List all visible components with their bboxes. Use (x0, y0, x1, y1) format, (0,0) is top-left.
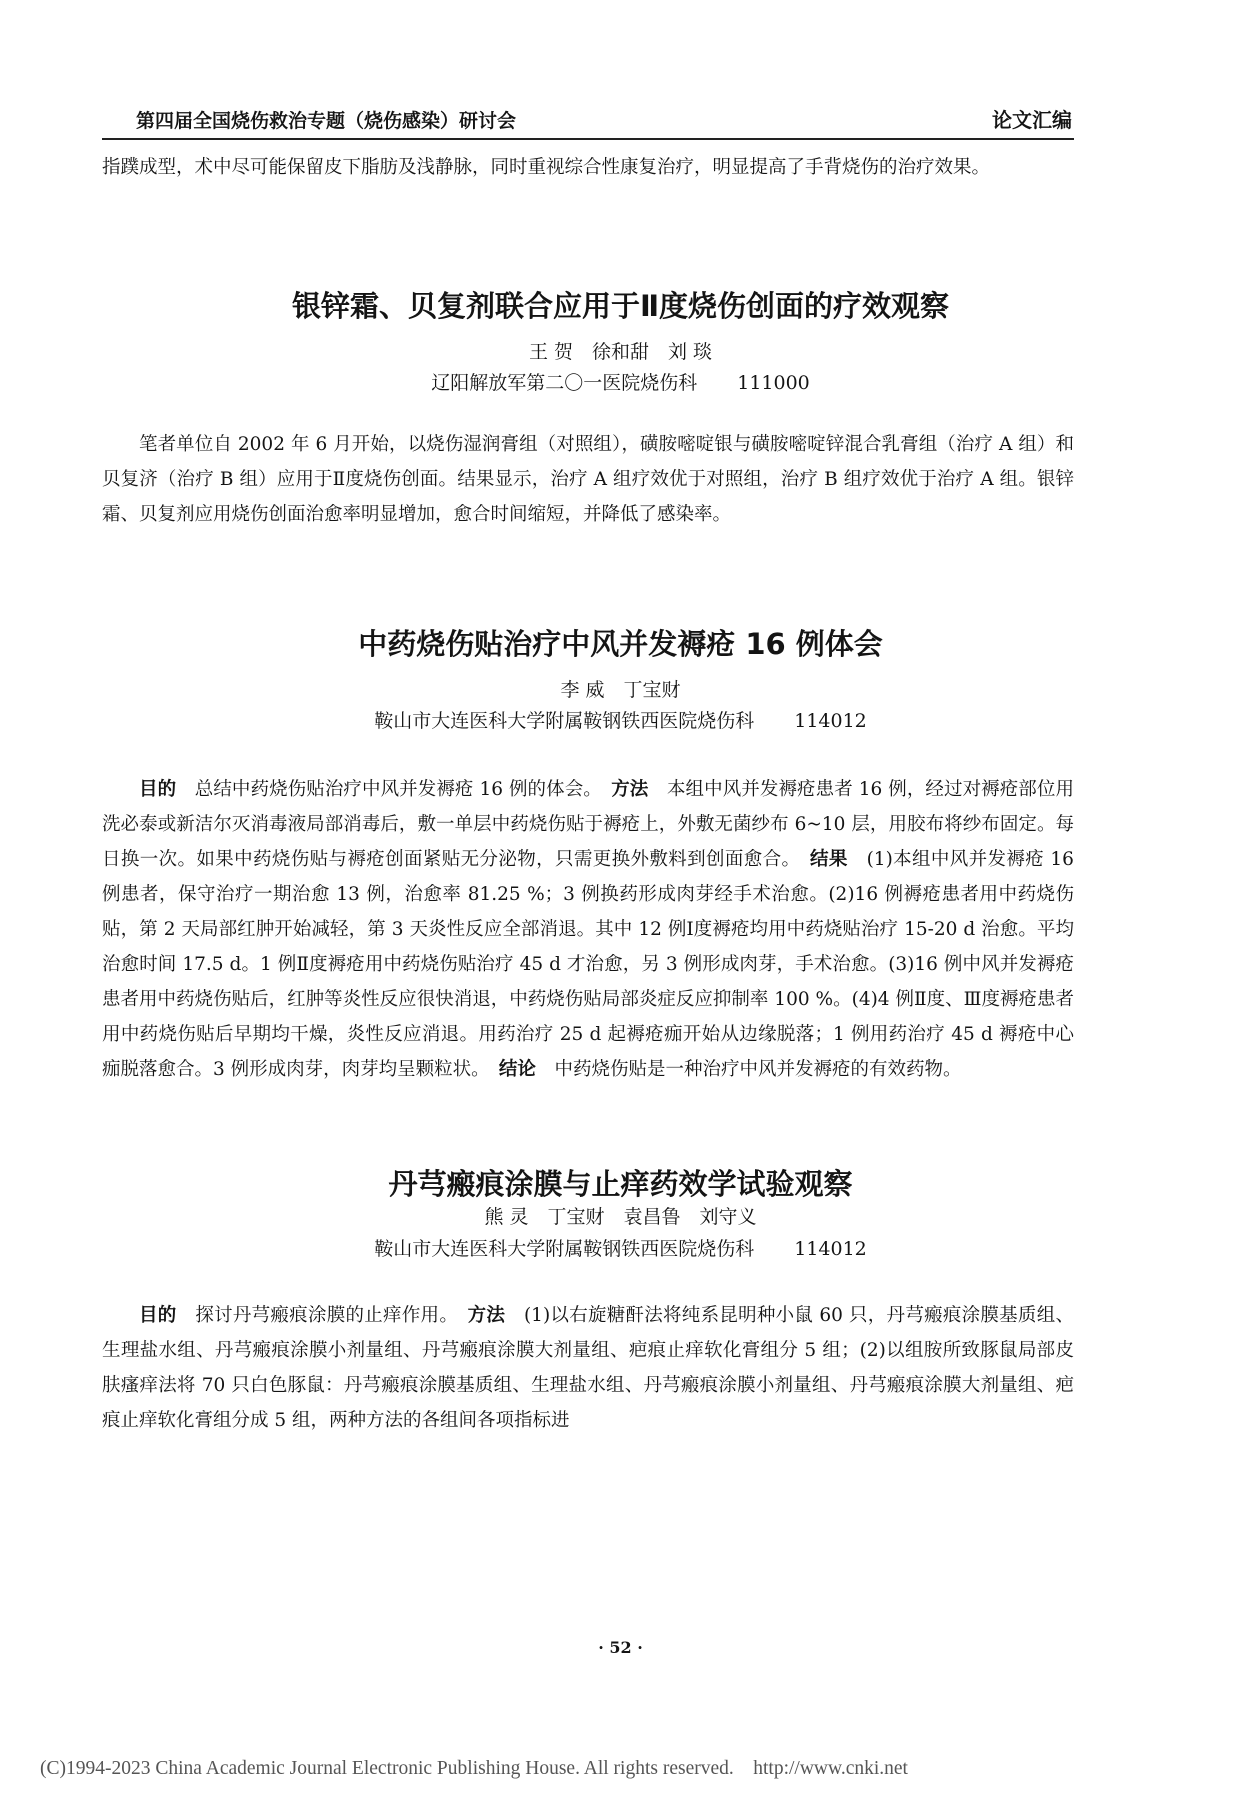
article2-affiliation (0, 706, 1241, 733)
article3-method: (1)以右旋糖酐法将纯系昆明种小鼠 60 只，丹芎瘢痕涂膜基质组、生理盐水组、丹芎瘢痕涂膜小剂量组、丹芎瘢痕涂膜大剂量组、疤痕止痒软化膏组分 5 组；(2)以组胺所致豚鼠局部皮肤瘙痒法将 70 只白色豚鼠：丹芎瘢痕涂膜基质组、生理盐水组、丹芎瘢痕涂膜小剂量组、丹芎瘢痕涂膜大剂量组、疤痕止痒软化膏组分成 5 组，两种方法的各组间各项指标进 (102, 1305, 1074, 1431)
article3-method-label: 方法 (467, 1305, 506, 1326)
article3-objective: 探讨丹芎瘢痕涂膜的止痒作用。 (195, 1305, 449, 1326)
article2-results-label: 结果 (809, 849, 848, 870)
article3-affiliation-name: 鞍山市大连医科大学附属鞍钢铁西医院烧伤科 (374, 1238, 755, 1260)
article2-authors: 李 威 丁宝财 (560, 679, 681, 701)
intro-paragraph: 指蹼成型，术中尽可能保留皮下脂肪及浅静脉，同时重视综合性康复治疗，明显提高了手背烧伤的治疗效果。 (102, 157, 991, 178)
article3-objective-label: 目的 (139, 1305, 177, 1326)
article1-authors: 王 贺 徐和甜 刘 琰 (528, 341, 713, 363)
article1-postcode: 111000 (737, 372, 810, 394)
article2-objective: 总结中药烧伤贴治疗中风并发褥疮 16 例的体会。 (194, 779, 593, 800)
article2-affiliation-name: 鞍山市大连医科大学附属鞍钢铁西医院烧伤科 (374, 710, 755, 732)
header-conference-title: 第四届全国烧伤救治专题（烧伤感染）研讨会 (136, 110, 517, 132)
article3-affiliation (0, 1234, 1241, 1261)
article2-title: 中药烧伤贴治疗中风并发褥疮 16 例体会 (358, 627, 883, 661)
article3-abstract (102, 1298, 1074, 1438)
article2-method: 本组中风并发褥疮患者 16 例，经过对褥疮部位用洗必泰或新洁尔灭消毒液局部消毒后，敷一单层中药烧伤贴于褥疮上，外敷无菌纱布 6~10 层，用胶布将纱布固定。每日换一次。如果中药烧伤贴与褥疮创面紧贴无分泌物，只需更换外敷料到创面愈合。 (102, 779, 1074, 870)
article2-objective-label: 目的 (139, 779, 177, 800)
article3-authors: 熊 灵 丁宝财 袁昌鲁 刘守义 (484, 1206, 757, 1228)
article2-postcode: 114012 (794, 710, 867, 732)
article3-title: 丹芎瘢痕涂膜与止痒药效学试验观察 (388, 1167, 853, 1201)
article2-conclusion: 中药烧伤贴是一种治疗中风并发褥疮的有效药物。 (554, 1059, 962, 1080)
copyright-footer: (C)1994-2023 China Academic Journal Electronic Publishing House. All rights reserved. http://www.cnki.net (40, 1758, 908, 1779)
article1-affiliation-name: 辽阳解放军第二〇一医院烧伤科 (431, 372, 698, 394)
running-header (102, 98, 1074, 140)
article3-postcode: 114012 (794, 1238, 867, 1260)
page-number: · 52 · (598, 1638, 643, 1657)
article2-results: (1)本组中风并发褥疮 16 例患者，保守治疗一期治愈 13 例，治愈率 81.25 %；3 例换药形成肉芽经手术治愈。(2)16 例褥疮患者用中药烧伤贴，第 2 天局部红肿开始减轻，第 3 天炎性反应全部消退。其中 12 例Ⅰ度褥疮均用中药烧贴治疗 15-20 d 治愈。平均治愈时间 17.5 d。1 例Ⅱ度褥疮用中药烧伤贴治疗 45 d 才治愈，另 3 例形成肉芽，手术治愈。(3)16 例中风并发褥疮患者用中药烧伤贴后，红肿等炎性反应很快消退，中药烧伤贴局部炎症反应抑制率 100 %。(4)4 例Ⅱ度、Ⅲ度褥疮患者用中药烧伤贴后早期均干燥，炎性反应消退。用药治疗 25 d 起褥疮痂开始从边缘脱落；1 例用药治疗 45 d 褥疮中心痂脱落愈合。3 例形成肉芽，肉芽均呈颗粒状。 (102, 849, 1074, 1080)
article1-body: 笔者单位自 2002 年 6 月开始，以烧伤湿润膏组（对照组），磺胺嘧啶银与磺胺嘧啶锌混合乳膏组（治疗 A 组）和贝复济（治疗 B 组）应用于Ⅱ度烧伤创面。结果显示，治疗 A 组疗效优于对照组，治疗 B 组疗效优于治疗 A 组。银锌霜、贝复剂应用烧伤创面治愈率明显增加，愈合时间缩短，并降低了感染率。 (102, 434, 1074, 525)
article1-title: 银锌霜、贝复剂联合应用于Ⅱ度烧伤创面的疗效观察 (291, 289, 950, 323)
article2-conclusion-label: 结论 (498, 1059, 536, 1080)
article1-affiliation (0, 368, 1241, 395)
header-section-label: 论文汇编 (992, 108, 1072, 132)
article2-method-label: 方法 (611, 779, 649, 800)
article2-abstract (102, 772, 1074, 1087)
